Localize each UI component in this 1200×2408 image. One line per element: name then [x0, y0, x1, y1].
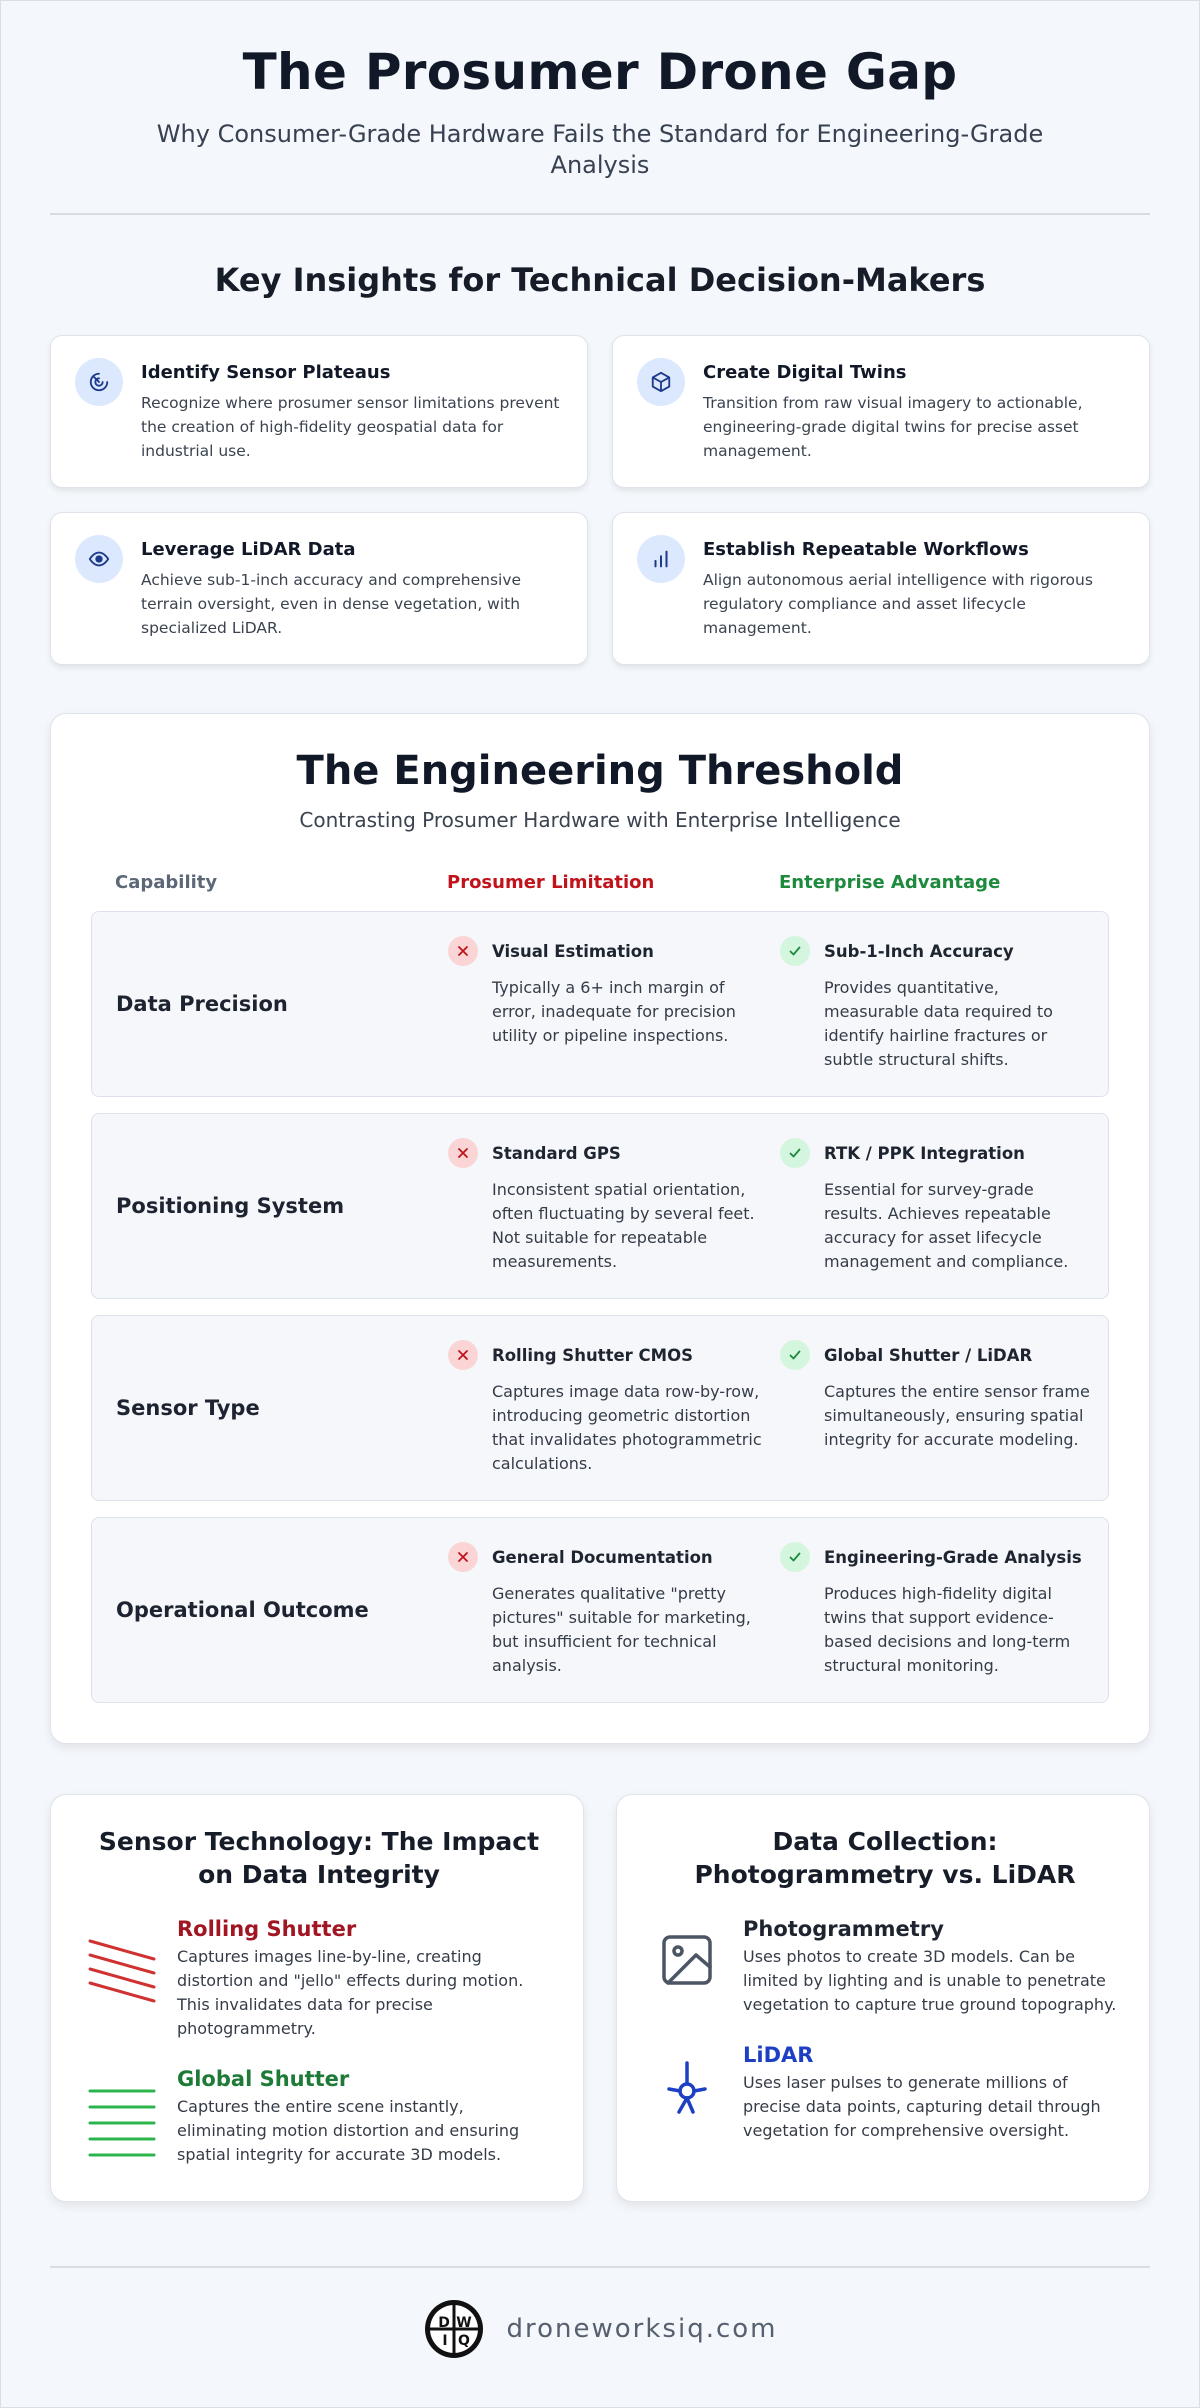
image-icon	[651, 1917, 723, 2017]
enterprise-title: Sub-1-Inch Accuracy	[824, 941, 1014, 961]
check-icon	[780, 1138, 810, 1168]
prosumer-title: General Documentation	[492, 1547, 713, 1567]
global-shutter-icon	[85, 2067, 157, 2167]
enterprise-cell	[780, 1316, 1100, 1500]
bar-chart-icon	[637, 535, 685, 583]
prosumer-text: Generates qualitative "pretty pictures" suitable for marketing, but insufficient for technical analysis.	[492, 1584, 751, 1676]
global-shutter-text: Captures the entire scene instantly, eliminating motion distortion and ensuring spatial integrity for accurate 3D models.	[177, 2097, 520, 2165]
table-row	[91, 911, 1109, 1097]
enterprise-cell	[780, 1114, 1100, 1298]
enterprise-text: Essential for survey-grade results. Achieves repeatable accuracy for asset lifecycle management and compliance.	[824, 1180, 1069, 1272]
threshold-title: The Engineering Threshold	[296, 748, 904, 795]
site-link[interactable]: droneworksiq.com	[506, 2314, 778, 2345]
insight-card	[612, 512, 1150, 665]
enterprise-title: Global Shutter / LiDAR	[824, 1345, 1033, 1365]
droneworksiq-logo	[423, 2298, 485, 2360]
table-header	[91, 872, 1109, 893]
threshold-panel	[50, 713, 1150, 1744]
lidar-item	[651, 2043, 1119, 2143]
check-icon	[780, 1542, 810, 1572]
prosumer-cell	[448, 1114, 780, 1298]
column-header-capability: Capability	[115, 872, 218, 894]
insights-grid	[50, 335, 1150, 665]
eye-icon	[75, 535, 123, 583]
lidar-text: Uses laser pulses to generate millions of precise data points, capturing detail through vegetation for comprehensive oversight.	[743, 2073, 1101, 2141]
rolling-shutter-item	[85, 1917, 553, 2041]
insight-card	[612, 335, 1150, 488]
comparison-rows	[91, 911, 1109, 1703]
bottom-cards	[50, 1794, 1150, 2202]
threshold-subtitle: Contrasting Prosumer Hardware with Enterprise Intelligence	[299, 808, 901, 833]
rolling-shutter-text: Captures images line-by-line, creating distortion and "jello" effects during motion. This invalidates data for precise photogrammetry.	[177, 1947, 524, 2039]
photogrammetry-title: Photogrammetry	[743, 1917, 944, 1942]
enterprise-title: RTK / PPK Integration	[824, 1143, 1025, 1163]
check-icon	[780, 1340, 810, 1370]
x-icon	[448, 936, 478, 966]
prosumer-title: Visual Estimation	[492, 941, 654, 961]
insight-text: Achieve sub-1-inch accuracy and comprehensive terrain oversight, even in dense vegetation, with specialized LiDAR.	[141, 571, 522, 638]
header	[1, 1, 1199, 181]
enterprise-cell	[780, 912, 1100, 1096]
insight-text: Transition from raw visual imagery to actionable, engineering-grade digital twins for precise asset management.	[703, 394, 1083, 461]
svg-text:W: W	[455, 2315, 472, 2332]
footer-divider	[50, 2266, 1150, 2268]
prosumer-title: Rolling Shutter CMOS	[492, 1345, 693, 1365]
prosumer-cell	[448, 912, 780, 1096]
capability-label: Sensor Type	[116, 1396, 260, 1421]
x-icon	[448, 1542, 478, 1572]
insight-title: Identify Sensor Plateaus	[141, 362, 391, 384]
capability-label: Operational Outcome	[116, 1598, 369, 1623]
check-icon	[780, 936, 810, 966]
lidar-icon	[651, 2043, 723, 2143]
insight-title: Leverage LiDAR Data	[141, 539, 356, 561]
column-header-prosumer: Prosumer Limitation	[447, 872, 655, 894]
rolling-shutter-title: Rolling Shutter	[177, 1917, 357, 1942]
photogrammetry-text: Uses photos to create 3D models. Can be limited by lighting and is unable to penetrate vegetation to capture true ground topography.	[743, 1947, 1117, 2015]
enterprise-cell	[780, 1518, 1100, 1702]
footer	[1, 2298, 1199, 2360]
table-row	[91, 1517, 1109, 1703]
prosumer-text: Typically a 6+ inch margin of error, inadequate for precision utility or pipeline inspections.	[492, 978, 736, 1046]
cube-icon	[637, 358, 685, 406]
table-row	[91, 1113, 1109, 1299]
global-shutter-item	[85, 2067, 553, 2167]
insights-title: Key Insights for Technical Decision-Makers	[214, 261, 986, 300]
sensor-technology-card	[50, 1794, 584, 2202]
prosumer-title: Standard GPS	[492, 1143, 621, 1163]
data-collection-title: Data Collection: Photogrammetry vs. LiDAR	[694, 1827, 1076, 1890]
capability-label: Positioning System	[116, 1194, 345, 1219]
prosumer-text: Inconsistent spatial orientation, often fluctuating by several feet. Not suitable for repeatable measurements.	[492, 1180, 755, 1272]
page-subtitle: Why Consumer-Grade Hardware Fails the Standard for Engineering-Grade Analysis	[156, 120, 1044, 180]
global-shutter-title: Global Shutter	[177, 2067, 350, 2092]
sensor-technology-title: Sensor Technology: The Impact on Data Integrity	[98, 1827, 540, 1890]
insight-text: Recognize where prosumer sensor limitations prevent the creation of high-fidelity geospatial data for industrial use.	[141, 394, 560, 461]
insight-card	[50, 512, 588, 665]
prosumer-text: Captures image data row-by-row, introducing geometric distortion that invalidates photogrammetric calculations.	[492, 1382, 762, 1474]
enterprise-title: Engineering-Grade Analysis	[824, 1547, 1082, 1567]
x-icon	[448, 1340, 478, 1370]
x-icon	[448, 1138, 478, 1168]
insight-text: Align autonomous aerial intelligence with rigorous regulatory compliance and asset lifecycle management.	[703, 571, 1093, 638]
column-header-enterprise: Enterprise Advantage	[779, 872, 1001, 894]
svg-text:I: I	[441, 2333, 448, 2350]
svg-text:Q: Q	[457, 2333, 470, 2350]
prosumer-cell	[448, 1316, 780, 1500]
insight-card	[50, 335, 588, 488]
svg-text:D: D	[437, 2315, 450, 2332]
insight-title: Establish Repeatable Workflows	[703, 539, 1029, 561]
photogrammetry-item	[651, 1917, 1119, 2017]
rolling-shutter-icon	[85, 1917, 157, 2041]
table-row	[91, 1315, 1109, 1501]
capability-label: Data Precision	[116, 992, 288, 1017]
sensor-plateau-icon	[75, 358, 123, 406]
lidar-title: LiDAR	[743, 2043, 814, 2068]
data-collection-card	[616, 1794, 1150, 2202]
divider	[50, 213, 1150, 215]
prosumer-cell	[448, 1518, 780, 1702]
insight-title: Create Digital Twins	[703, 362, 907, 384]
enterprise-text: Provides quantitative, measurable data required to identify hairline fractures or subtle structural shifts.	[824, 978, 1053, 1070]
enterprise-text: Produces high-fidelity digital twins that support evidence-based decisions and long-term structural monitoring.	[824, 1584, 1071, 1676]
enterprise-text: Captures the entire sensor frame simultaneously, ensuring spatial integrity for accurate modeling.	[824, 1382, 1090, 1450]
page-title: The Prosumer Drone Gap	[242, 43, 958, 101]
